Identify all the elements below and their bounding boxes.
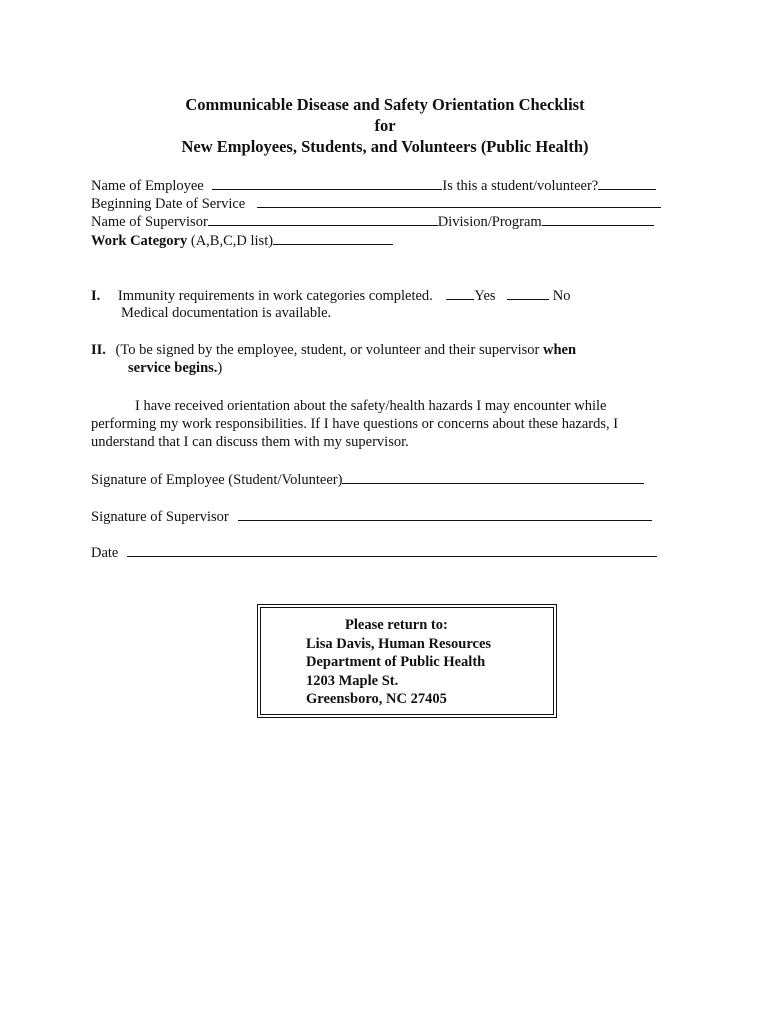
supervisor-name-field[interactable]: [208, 212, 438, 226]
supervisor-name-label: Name of Supervisor: [91, 214, 208, 230]
employee-signature-row: [91, 470, 644, 489]
date-field[interactable]: [127, 543, 657, 557]
section-1-row: [91, 286, 571, 305]
return-line-3: 1203 Maple St.: [306, 672, 399, 689]
return-address-box: [257, 604, 557, 718]
form-title-for: for: [374, 116, 396, 135]
supervisor-signature-field[interactable]: [238, 507, 652, 521]
form-subtitle: New Employees, Students, and Volunteers (Public Health): [181, 137, 589, 156]
return-address-text: [306, 616, 491, 709]
yes-field[interactable]: [446, 286, 474, 300]
work-category-field[interactable]: [273, 231, 393, 245]
supervisor-signature-row: [91, 507, 652, 526]
return-line-2: Department of Public Health: [306, 654, 486, 670]
section-2-service-begins: service begins.: [128, 360, 218, 376]
yes-label: Yes: [474, 288, 496, 304]
statement-line-2: performing my work responsibilities. If I have questions or concerns about these hazards, I: [91, 416, 619, 432]
section-2-row2: [128, 359, 222, 377]
student-volunteer-label: Is this a student/volunteer?: [442, 178, 599, 194]
form-title: Communicable Disease and Safety Orientation Checklist: [185, 95, 585, 114]
section-2-paren: ): [217, 360, 223, 376]
employee-signature-field[interactable]: [342, 470, 644, 484]
student-volunteer-field[interactable]: [598, 176, 656, 190]
beginning-date-label: Beginning Date of Service: [91, 196, 246, 212]
division-field[interactable]: [542, 212, 654, 226]
section-2-when: when: [542, 342, 577, 358]
work-category-label: Work Category: [91, 233, 188, 249]
no-label: No: [552, 288, 571, 304]
date-label: Date: [91, 545, 119, 561]
employee-signature-label: Signature of Employee (Student/Volunteer): [91, 472, 343, 488]
section-1-text2: Medical documentation is available.: [121, 305, 332, 321]
section-2-numeral: II.: [91, 342, 106, 358]
section-2-row: [91, 341, 576, 359]
employee-name-row: [91, 176, 656, 195]
section-2-text: (To be signed by the employee, student, or volunteer and their supervisor: [115, 342, 543, 358]
return-heading: Please return to:: [345, 617, 448, 633]
return-line-1: Lisa Davis, Human Resources: [306, 635, 492, 652]
statement-line-1: I have received orientation about the safety/health hazards I may encounter while: [135, 398, 607, 414]
return-line-4: Greensboro, NC 27405: [306, 691, 447, 707]
work-category-hint: (A,B,C,D list): [190, 233, 274, 249]
supervisor-name-row: [91, 212, 654, 231]
section-1-numeral: I.: [91, 288, 101, 304]
section-1-text: Immunity requirements in work categories completed.: [117, 288, 433, 304]
division-label: Division/Program: [437, 214, 542, 230]
beginning-date-field[interactable]: [257, 194, 661, 208]
date-row: [91, 543, 657, 562]
employee-name-label: Name of Employee: [91, 178, 204, 194]
supervisor-signature-label: Signature of Supervisor: [91, 509, 229, 525]
employee-name-field[interactable]: [212, 176, 442, 190]
beginning-date-row: [91, 194, 661, 213]
no-field[interactable]: [507, 286, 549, 300]
statement-line-3: understand that I can discuss them with my supervisor.: [91, 434, 409, 450]
work-category-row: [91, 231, 393, 250]
